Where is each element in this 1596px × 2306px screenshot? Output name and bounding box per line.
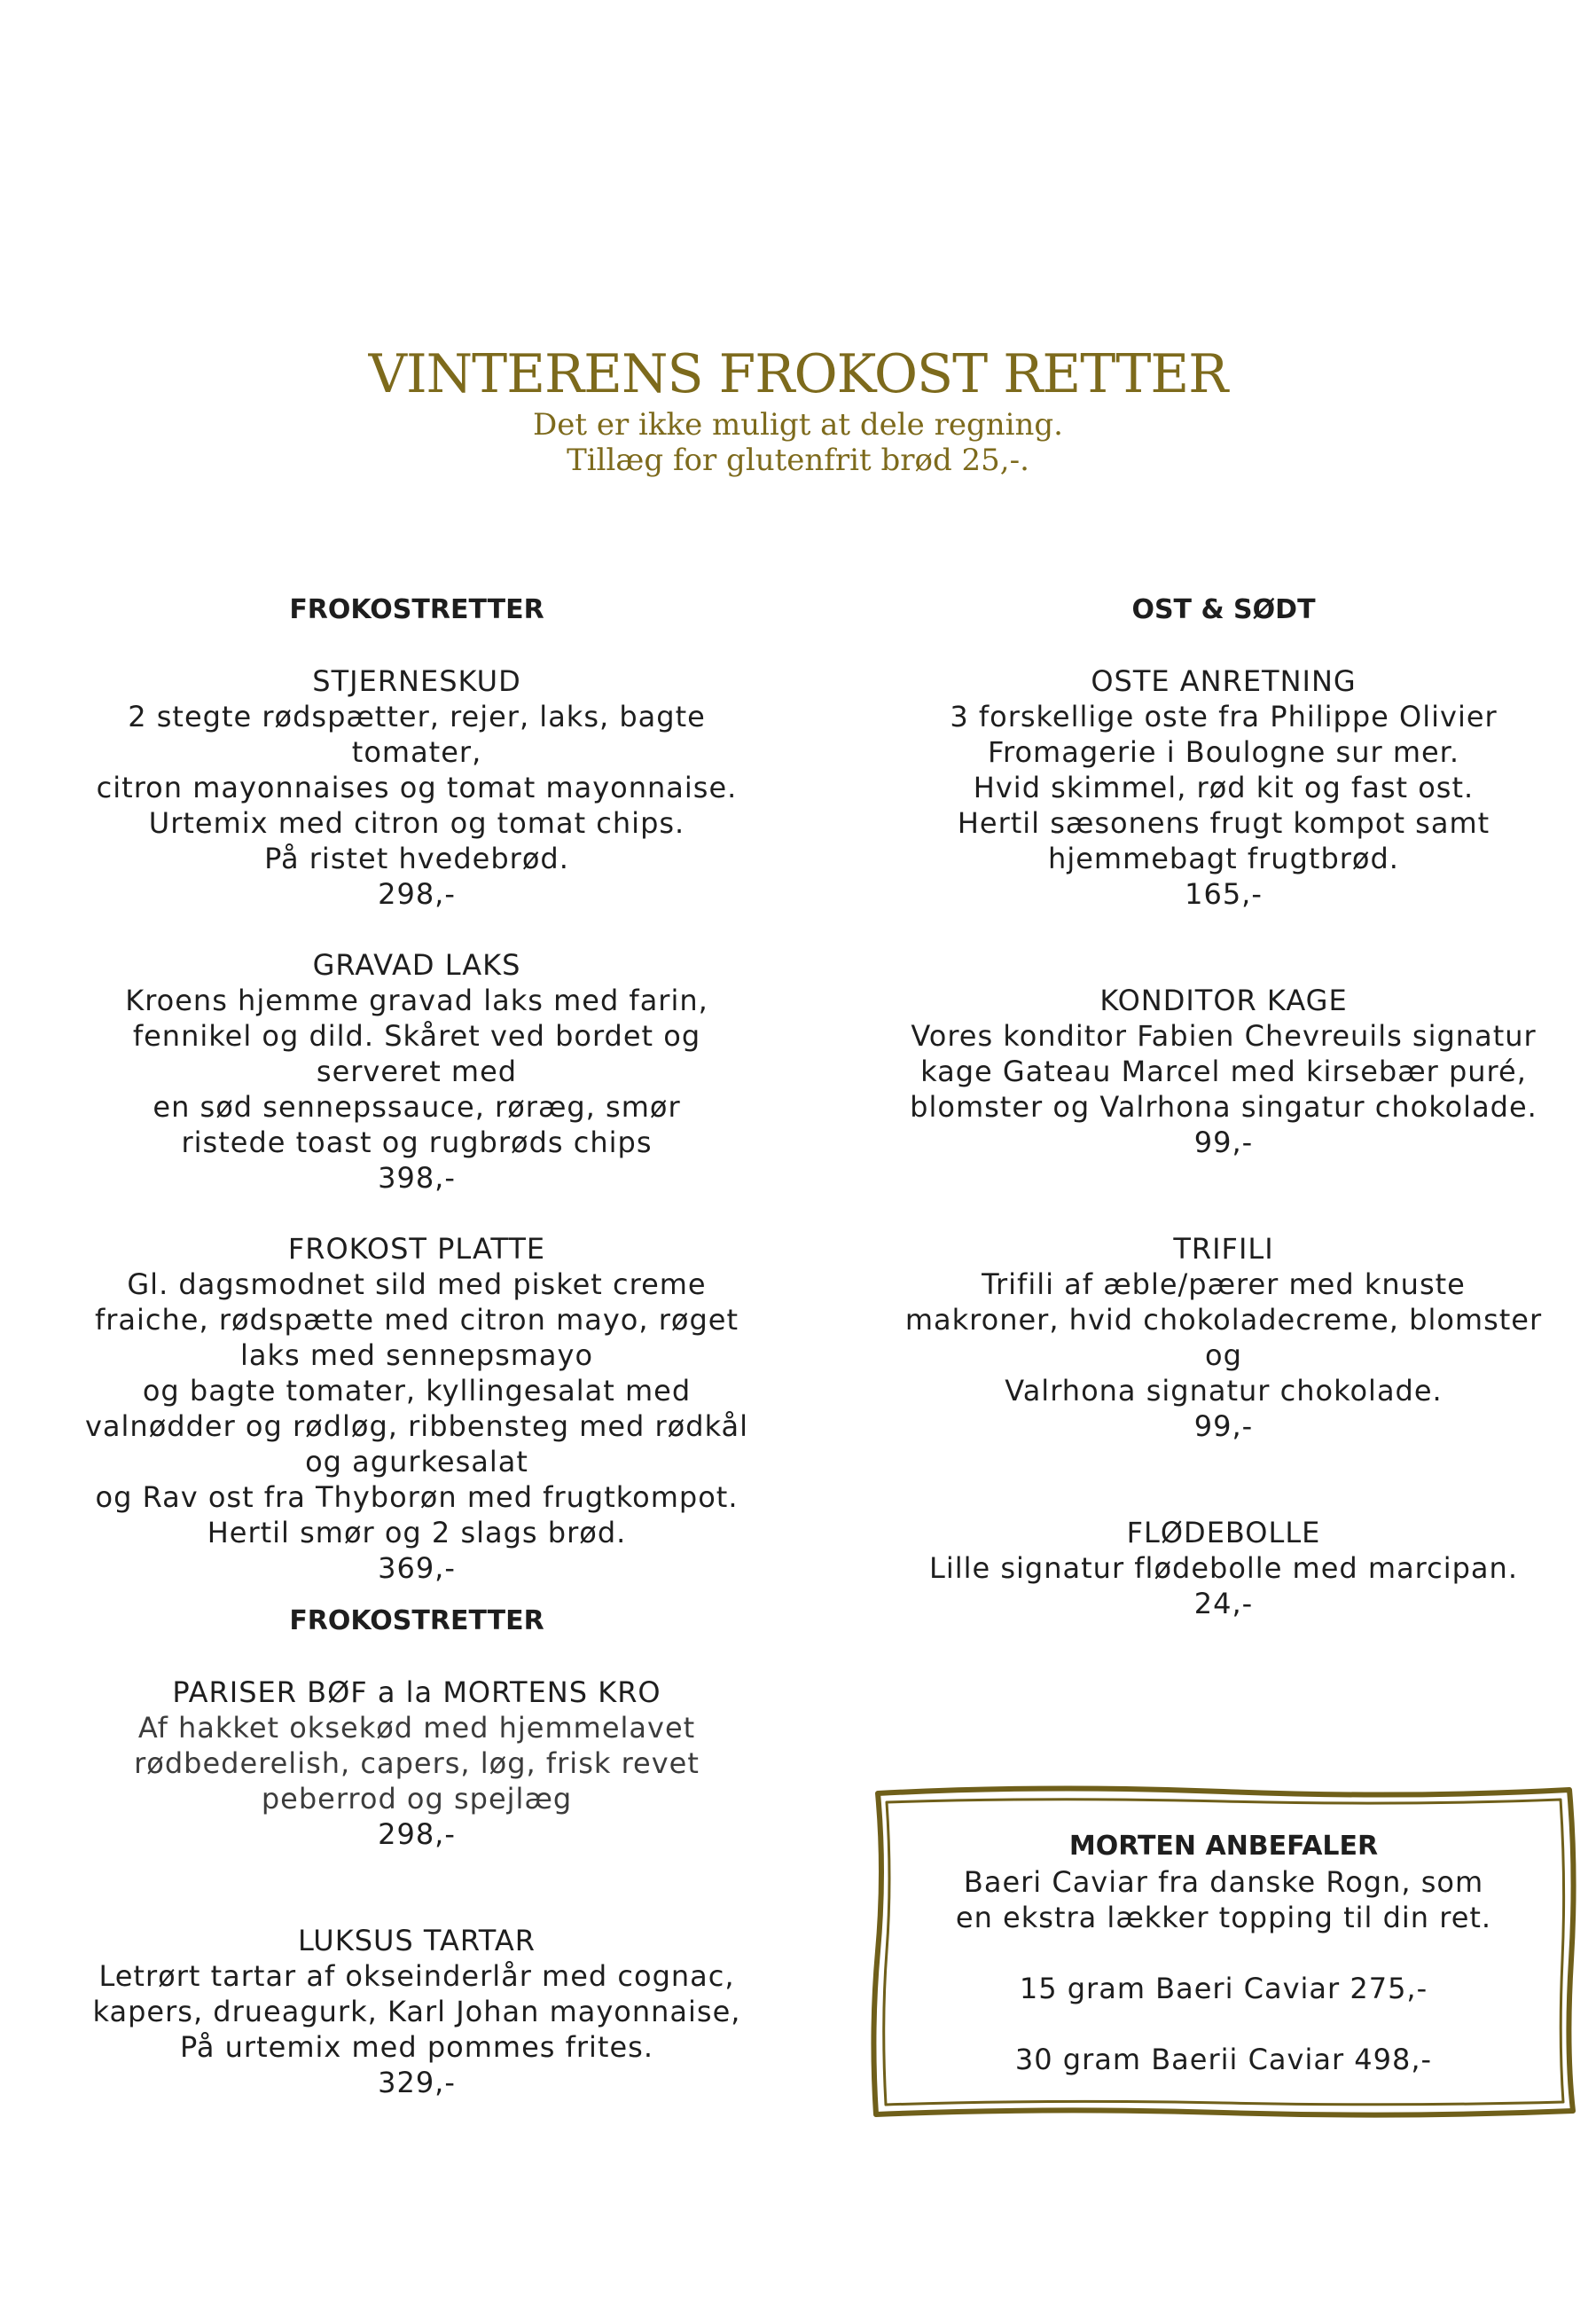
item-name: PARISER BØF a la MORTENS KRO — [172, 1675, 661, 1709]
item-description-line: citron mayonnaises og tomat mayonnaise. — [96, 771, 738, 804]
recommendation-box — [869, 1783, 1578, 2120]
item-price: 99,- — [1193, 1126, 1254, 1159]
gluten-free-note: Tillæg for glutenfrit brød 25,-. — [567, 443, 1029, 478]
menu-item — [873, 663, 1574, 912]
item-name: LUKSUS TARTAR — [298, 1924, 536, 1957]
item-description-line: Hvid skimmel, rød kit og fast ost. — [973, 771, 1475, 804]
item-description-line: Trifili af æble/pærer med knuste — [982, 1267, 1466, 1301]
item-description-line: Lille signatur flødebolle med marcipan. — [929, 1551, 1518, 1585]
item-description-line: fennikel og dild. Skåret ved bordet og — [132, 1019, 701, 1053]
item-price: 24,- — [1193, 1587, 1254, 1620]
item-description-line: blomster og Valrhona singatur chokolade. — [910, 1090, 1537, 1124]
item-description-line: en sød sennepssauce, røræg, smør — [153, 1090, 681, 1124]
item-description-line: valnødder og rødløg, ribbensteg med rødkål — [84, 1409, 749, 1443]
item-description-line: hjemmebagt frugtbrød. — [1048, 842, 1399, 875]
item-description-line: Fromagerie i Boulogne sur mer. — [987, 735, 1460, 769]
item-price: 298,- — [378, 877, 456, 911]
caviar-offer-15g: 15 gram Baeri Caviar 275,- — [1019, 1972, 1428, 2005]
item-price: 369,- — [378, 1551, 456, 1585]
item-description-line: og — [1205, 1338, 1242, 1372]
section-heading-cheese-sweets: OST & SØDT — [1131, 594, 1316, 625]
menu-item — [873, 983, 1574, 1160]
menu-item — [62, 1675, 771, 1852]
caviar-offer-30g: 30 gram Baerii Caviar 498,- — [1014, 2043, 1433, 2076]
menu-item — [62, 663, 771, 912]
recommendation-content — [869, 1829, 1578, 2077]
menu-item — [62, 1231, 771, 1586]
item-name: GRAVAD LAKS — [312, 948, 521, 982]
item-description-line: På ristet hvedebrød. — [264, 842, 569, 875]
item-description-line: 2 stegte rødspætter, rejer, laks, bagte — [128, 700, 706, 733]
menu-item — [873, 1231, 1574, 1444]
item-description-line: Letrørt tartar af okseinderlår med cognac, — [98, 1959, 735, 1993]
item-description-line: Vores konditor Fabien Chevreuils signatur — [911, 1019, 1537, 1053]
item-description-line: tomater, — [351, 735, 482, 769]
item-price: 165,- — [1185, 877, 1263, 911]
billing-note: Det er ikke muligt at dele regning. — [533, 407, 1063, 443]
item-description-line: og Rav ost fra Thyborøn med frugtkompot. — [95, 1480, 739, 1514]
recommendation-line: en ekstra lækker topping til din ret. — [955, 1901, 1492, 1934]
menu-title: VINTERENS FROKOST RETTER — [368, 343, 1228, 405]
recommendation-line: Baeri Caviar fra danske Rogn, som — [963, 1865, 1484, 1899]
item-description-line: Hertil sæsonens frugt kompot samt — [957, 806, 1490, 840]
menu-item — [62, 947, 771, 1196]
item-name: STJERNESKUD — [312, 664, 521, 698]
item-price: 398,- — [378, 1161, 456, 1195]
section-heading-lunch: FROKOSTRETTER — [289, 594, 544, 625]
item-name: FROKOST PLATTE — [287, 1232, 546, 1266]
item-description-line: laks med sennepsmayo — [239, 1338, 594, 1372]
item-description-line: peberrod og spejlæg — [261, 1782, 573, 1816]
item-description-line: Af hakket oksekød med hjemmelavet — [137, 1711, 696, 1745]
item-name: OSTE ANRETNING — [1091, 664, 1357, 698]
item-description-line: og bagte tomater, kyllingesalat med — [142, 1374, 692, 1408]
section-heading-lunch-2: FROKOSTRETTER — [289, 1605, 544, 1636]
item-description-line: Valrhona signatur chokolade. — [1005, 1374, 1443, 1408]
item-description-line: ristede toast og rugbrøds chips — [181, 1126, 653, 1159]
item-description-line: rødbederelish, capers, løg, frisk revet — [134, 1746, 700, 1780]
menu-item — [873, 1515, 1574, 1621]
item-description-line: 3 forskellige oste fra Philippe Olivier — [950, 700, 1498, 733]
item-description-line: Urtemix med citron og tomat chips. — [148, 806, 685, 840]
item-description-line: kage Gateau Marcel med kirsebær puré, — [920, 1055, 1527, 1088]
item-name: FLØDEBOLLE — [1126, 1516, 1321, 1549]
lunch-column — [62, 592, 771, 2136]
item-price: 298,- — [378, 1817, 456, 1851]
item-name: KONDITOR KAGE — [1099, 984, 1348, 1017]
item-description-line: Kroens hjemme gravad laks med farin, — [125, 984, 708, 1017]
recommendation-heading: MORTEN ANBEFALER — [1068, 1831, 1379, 1862]
item-description-line: makroner, hvid chokoladecreme, blomster — [904, 1303, 1543, 1337]
item-price: 329,- — [378, 2066, 456, 2099]
cheese-sweets-column — [873, 592, 1574, 1657]
item-description-line: Gl. dagsmodnet sild med pisket creme — [127, 1267, 707, 1301]
item-price: 99,- — [1193, 1409, 1254, 1443]
item-description-line: fraiche, rødspætte med citron mayo, røget — [94, 1303, 739, 1337]
item-description-line: og agurkesalat — [305, 1445, 528, 1479]
menu-item — [62, 1923, 771, 2100]
item-description-line: kapers, drueagurk, Karl Johan mayonnaise, — [92, 1995, 741, 2028]
item-description-line: På urtemix med pommes frites. — [180, 2030, 653, 2064]
item-description-line: serveret med — [316, 1055, 518, 1088]
item-name: TRIFILI — [1173, 1232, 1274, 1266]
item-description-line: Hertil smør og 2 slags brød. — [207, 1516, 627, 1549]
menu-header — [0, 341, 1596, 478]
